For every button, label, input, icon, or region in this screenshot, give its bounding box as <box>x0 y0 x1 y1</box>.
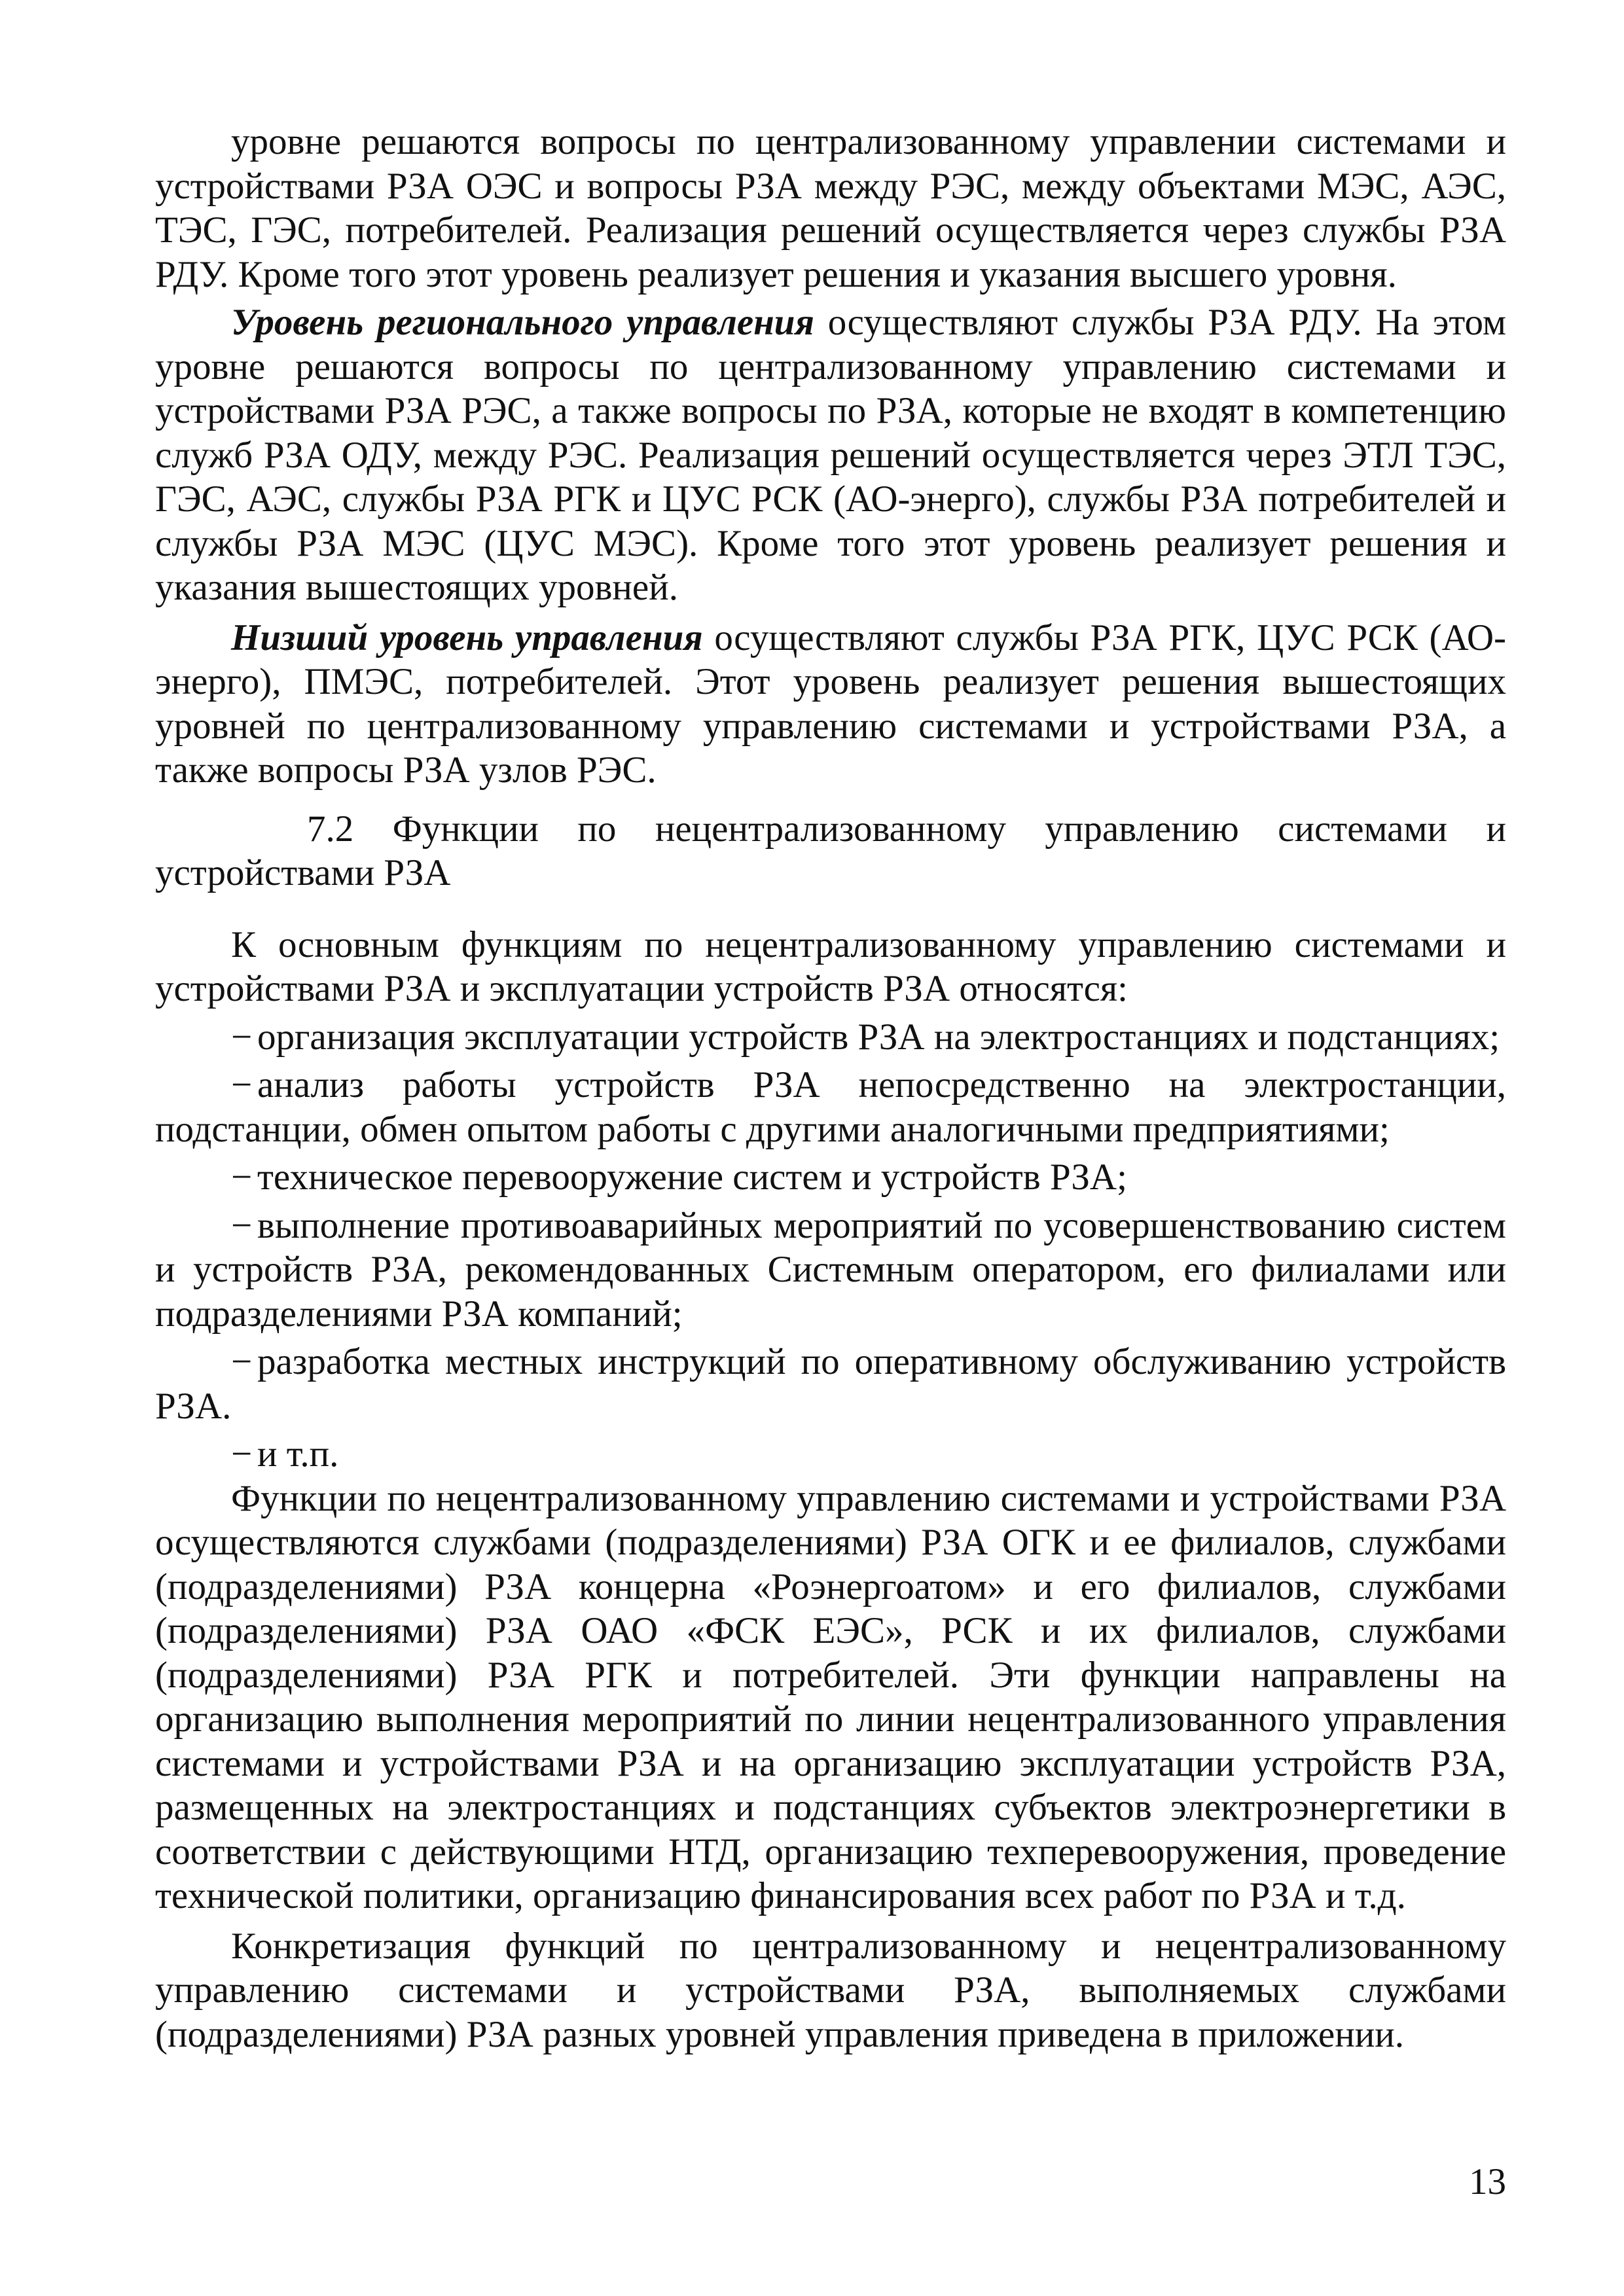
page-body <box>155 120 1506 2056</box>
list-item <box>155 1015 1506 1060</box>
paragraph-lead-term: Уровень регионального управления <box>231 302 814 343</box>
list-item <box>155 1432 1506 1477</box>
list-item-text: и т.п. <box>257 1433 339 1475</box>
paragraph-regional-level <box>155 300 1506 610</box>
dash-marker: − <box>231 1157 253 1198</box>
dash-marker: − <box>231 1341 253 1382</box>
list-item-text: разработка местных инструкций по оперативному обслуживанию устройств РЗА. <box>155 1341 1506 1427</box>
section-title: Функции по нецентрализованному управлению системами и устройствами РЗА <box>155 808 1507 893</box>
list-item <box>155 1063 1506 1151</box>
list-item-text: техническое перевооружение систем и устройств РЗА; <box>257 1157 1127 1198</box>
dash-marker: − <box>231 1064 253 1105</box>
paragraph-text: Функции по нецентрализованному управлению системами и устройствами РЗА осуществляются службами (подразделениями) РЗА ОГК и ее филиалов, службами (подразделениями) РЗА концерна «Роэнергоатом» и его филиалов, службами (подразделениями) РЗА ОАО «ФСК ЕЭС», РСК и их филиалов, службами (подразделениями) РЗА РГК и потребителей. Эти функции направлены на организацию выполнения мероприятий по линии нецентрализованного управления системами и устройствами РЗА и на организацию эксплуатации устройств РЗА, размещенных на электростанциях и подстанциях субъектов электроэнергетики в соответствии с действующими НТД, организацию техперевооружения, проведение технической политики, организацию финансирования всех работ по РЗА и т.д. <box>155 1477 1506 1916</box>
list-item-text: выполнение противоаварийных мероприятий по усовершенствованию систем и устройств РЗА, рекомендованных Системным оператором, его филиалами или подразделениями РЗА компаний; <box>155 1204 1506 1335</box>
dash-marker: − <box>231 1433 253 1475</box>
page-number: 13 <box>1469 2161 1506 2202</box>
paragraph-concretization <box>155 1924 1506 2057</box>
paragraph-lead-term: Низший уровень управления <box>231 617 703 658</box>
section-number: 7.2 <box>307 808 354 850</box>
paragraph-text: Конкретизация функций по централизованному и нецентрализованному управлению системами и устройствами РЗА, выполняемых службами (подразделениями) РЗА разных уровней управления приведена в приложении. <box>155 1925 1506 2055</box>
list-item-text: организация эксплуатации устройств РЗА на электростанциях и подстанциях; <box>257 1016 1500 1058</box>
paragraph-lower-level <box>155 616 1506 793</box>
paragraph-text: осуществляют службы РЗА РГК, ЦУС РСК (АО-энерго), ПМЭС, потребителей. Этот уровень реализует решения вышестоящих уровней по централизованному управлению системами и устройствами РЗА, а также вопросы РЗА узлов РЭС. <box>155 617 1506 791</box>
list-item <box>155 1340 1506 1428</box>
section-heading <box>155 807 1506 895</box>
paragraph-functions-intro <box>155 923 1506 1011</box>
paragraph-text: осуществляют службы РЗА РДУ. На этом уровне решаются вопросы по централизованному управлению системами и устройствами РЗА РЭС, а также вопросы по РЗА, которые не входят в компетенцию служб РЗА ОДУ, между РЭС. Реализация решений осуществляется через ЭТЛ ТЭС, ГЭС, АЭС, службы РЗА РГК и ЦУС РСК (АО-энерго), службы РЗА потребителей и службы РЗА МЭС (ЦУС МЭС). Кроме того этот уровень реализует решения и указания вышестоящих уровней. <box>155 302 1506 608</box>
list-item <box>155 1155 1506 1200</box>
list-item-text: анализ работы устройств РЗА непосредственно на электростанции, подстанции, обмен опытом работы с другими аналогичными предприятиями; <box>155 1064 1506 1150</box>
list-item <box>155 1204 1506 1336</box>
paragraph-central-level-continued <box>155 120 1506 296</box>
paragraph-text: уровне решаются вопросы по централизованному управлении системами и устройствами РЗА ОЭС и вопросы РЗА между РЭС, между объектами МЭС, АЭС, ТЭС, ГЭС, потребителей. Реализация решений осуществляется через службы РЗА РДУ. Кроме того этот уровень реализует решения и указания высшего уровня. <box>155 121 1506 295</box>
dash-marker: − <box>231 1204 253 1246</box>
paragraph-text: К основным функциям по нецентрализованному управлению системами и устройствами РЗА и эксплуатации устройств РЗА относятся: <box>155 924 1506 1009</box>
paragraph-functions-performed <box>155 1477 1506 1918</box>
dash-marker: − <box>231 1016 253 1058</box>
